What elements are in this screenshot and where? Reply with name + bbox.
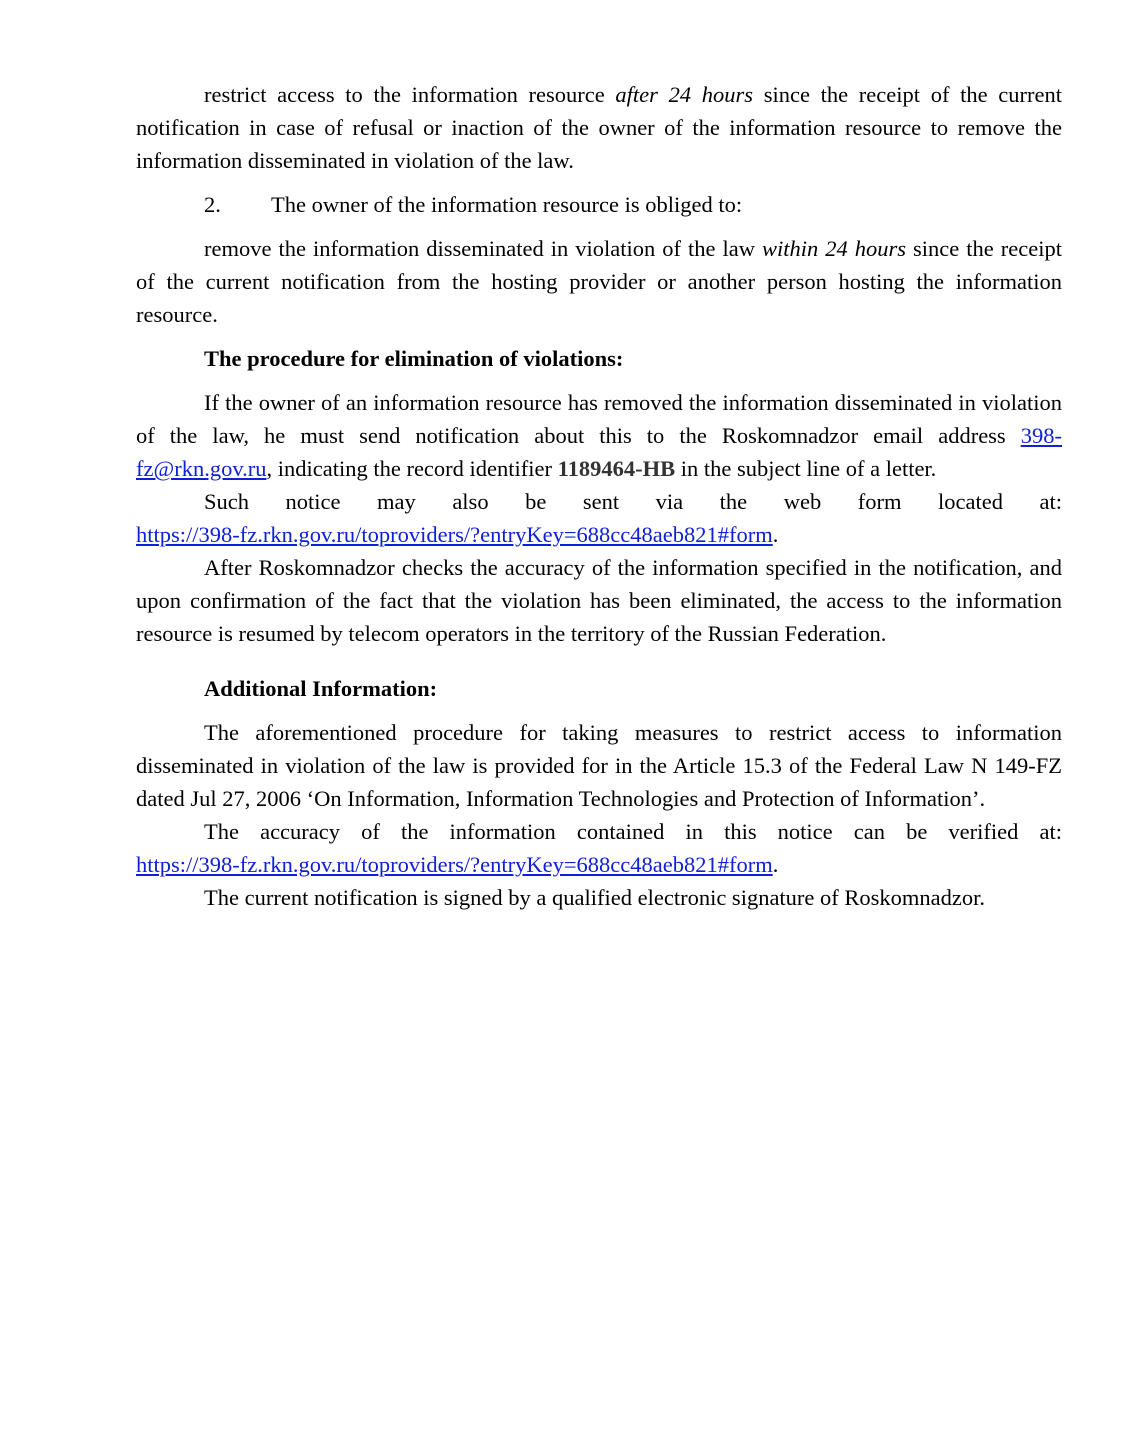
verify-link[interactable]: https://398-fz.rkn.gov.ru/toproviders/?entryKey=688cc48aeb821#form: [136, 852, 773, 877]
record-identifier: 1189464-HB: [557, 456, 676, 481]
webform-url-line: [136, 518, 1062, 551]
emphasis-after-24-hours: after 24 hours: [615, 82, 754, 107]
email-link[interactable]: 398-fz@rkn.gov.ru: [136, 423, 1062, 481]
text-run: .: [772, 852, 779, 877]
heading-procedure: The procedure for elimination of violations:: [204, 346, 624, 371]
verify-url-line: [136, 848, 1062, 881]
paragraph-signed: The current notification is signed by a qualified electronic signature of Roskomnadzor.: [204, 885, 986, 910]
text-run: If the owner of an information resource has removed the information disseminated in violation of the law, he must send notification about this to the Roskomnadzor email address: [136, 390, 1062, 448]
document-page: [136, 78, 1062, 914]
spacer: [136, 650, 1062, 672]
heading-additional-information: Additional Information:: [204, 676, 438, 701]
paragraph-aforementioned: The aforementioned procedure for taking measures to restrict access to information disseminated in violation of the law is provided for in the Article 15.3 of the Federal Law N 149-FZ dated Jul 27, 2006 ‘On Information, Information Technologies and Protection of Information’.: [136, 720, 1062, 811]
text-run: in the subject line of a letter.: [675, 456, 937, 481]
paragraph-verify: [136, 815, 1062, 848]
list-item-text: The owner of the information resource is obliged to:: [271, 192, 743, 217]
paragraph-after-check: After Roskomnadzor checks the accuracy of the information specified in the notification, and upon confirmation of the fact that the violation has been eliminated, the access to the information resource is resumed by telecom operators in the territory of the Russian Federation.: [136, 555, 1062, 646]
paragraph-webform: [136, 485, 1062, 518]
text-run: since the receipt of the current notification from the hosting provider or another person hosting the information resource.: [136, 236, 1062, 327]
text-run: , indicating the record identifier: [266, 456, 558, 481]
text-run: remove the information disseminated in violation of the law: [204, 236, 762, 261]
paragraph-removed-notification: [136, 386, 1062, 485]
paragraph-restrict-access: [136, 78, 1062, 177]
list-number: 2.: [204, 192, 221, 217]
text-run: The accuracy of the information contained in this notice can be verified at:: [204, 819, 1062, 844]
text-run: since the receipt of the current notification in case of refusal or inaction of the owner of the information resource to remove the information disseminated in violation of the law.: [136, 82, 1062, 173]
text-run: restrict access to the information resource: [204, 82, 616, 107]
paragraph-owner-obligation: [136, 232, 1062, 331]
text-run: Such notice may also be sent via the web form located at:: [204, 489, 1062, 514]
text-run: .: [772, 522, 779, 547]
webform-link[interactable]: https://398-fz.rkn.gov.ru/toproviders/?entryKey=688cc48aeb821#form: [136, 522, 773, 547]
list-item-2: [136, 188, 1062, 221]
emphasis-within-24-hours: within 24 hours: [761, 236, 907, 261]
